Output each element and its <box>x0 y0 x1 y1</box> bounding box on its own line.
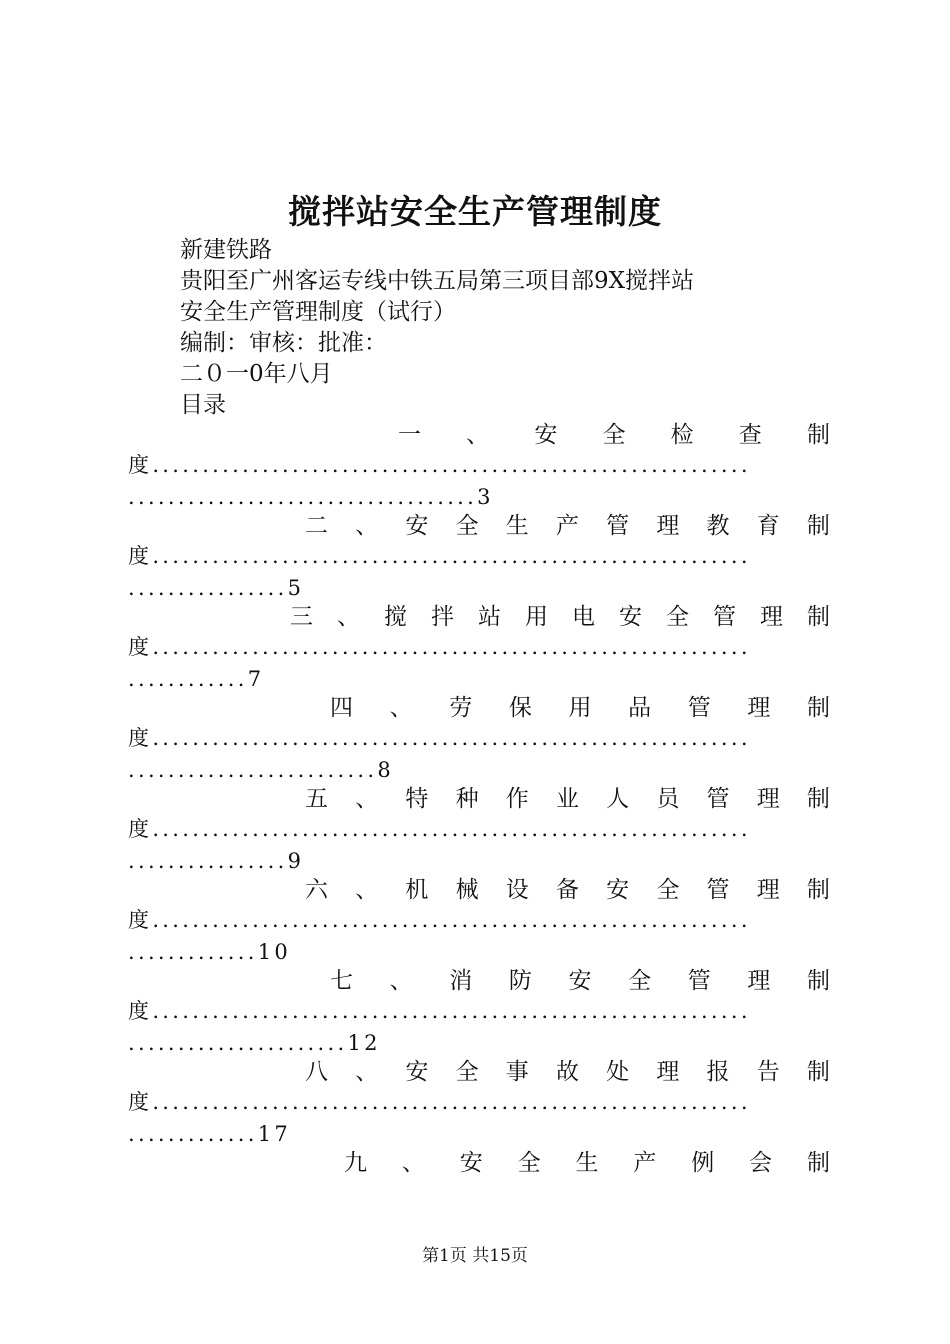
toc-heading-continuation: 度 <box>128 453 153 477</box>
toc-leader-dots: ............................................................ <box>152 908 751 932</box>
toc-heading-char: 安 <box>619 604 642 630</box>
toc-entry[interactable] <box>128 420 830 511</box>
toc-heading-char: 处 <box>606 1059 630 1085</box>
toc-heading-char: 制 <box>806 786 830 812</box>
toc-entry[interactable] <box>128 511 830 602</box>
toc-heading-char: 品 <box>628 695 652 721</box>
toc-heading-char: 制 <box>806 513 830 539</box>
toc-heading-char: 制 <box>807 968 830 994</box>
toc-leader-line <box>128 1028 381 1059</box>
toc-heading-char: 管 <box>713 604 736 630</box>
toc-heading-char: 七 <box>330 968 353 994</box>
toc-heading-char: 产 <box>555 513 579 539</box>
toc-heading-char: 安 <box>405 1059 429 1085</box>
intro-line: 二０一0年八月 <box>180 361 333 387</box>
toc-heading-char: 安 <box>568 968 592 994</box>
toc-leader-dots: ................ <box>128 576 288 600</box>
toc-leader-dots: ............................................................ <box>152 544 751 568</box>
toc-heading-char: 制 <box>807 604 830 630</box>
toc-heading-char: 、 <box>337 604 360 630</box>
intro-line: 贵阳至广州客运专线中铁五局第三项目部9X搅拌站 <box>180 268 695 294</box>
toc-heading-char: 种 <box>455 786 479 812</box>
toc-leader-line <box>128 996 830 1027</box>
toc-heading-char: 生 <box>505 513 529 539</box>
toc-heading-char: 特 <box>405 786 429 812</box>
toc-entry-heading <box>305 511 830 542</box>
toc-leader-line <box>128 937 291 968</box>
toc-heading-char: 、 <box>389 968 413 994</box>
toc-heading-char: 产 <box>633 1150 657 1176</box>
toc-heading-char: 业 <box>555 786 579 812</box>
toc-entry[interactable] <box>128 1148 830 1239</box>
toc-heading-char: 械 <box>455 877 479 903</box>
toc-heading-char: 全 <box>455 513 479 539</box>
toc-entry-heading <box>305 875 830 906</box>
toc-heading-char: 人 <box>606 786 630 812</box>
toc-leader-dots: ............ <box>128 667 248 691</box>
toc-heading-char: 、 <box>355 786 379 812</box>
toc-leader-dots: ............................................................ <box>152 635 751 659</box>
toc-heading-char: 劳 <box>449 695 473 721</box>
toc-heading-char: 管 <box>706 786 730 812</box>
toc-heading-continuation: 度 <box>128 817 153 841</box>
toc-leader-line <box>128 1087 830 1118</box>
toc-heading-char: 制 <box>807 1150 830 1176</box>
toc-heading-char: 育 <box>756 513 780 539</box>
intro-line: 编制：审核：批准： <box>180 330 387 356</box>
toc-heading-continuation: 度 <box>128 999 153 1023</box>
toc-heading-char: 作 <box>505 786 529 812</box>
toc-leader-line <box>128 755 394 786</box>
toc-page-number: 8 <box>377 758 395 782</box>
intro-line: 新建铁路 <box>180 237 272 263</box>
toc-entry-heading <box>290 602 830 633</box>
toc-heading-char: 全 <box>628 968 652 994</box>
toc-heading-char: 、 <box>401 1150 425 1176</box>
toc-page-number: 3 <box>477 485 494 509</box>
toc-page-number: 10 <box>257 940 292 964</box>
toc-heading-char: 安 <box>534 422 558 448</box>
toc-entry[interactable] <box>128 602 830 693</box>
toc-page-number: 17 <box>257 1122 292 1146</box>
toc-leader-line <box>128 450 830 481</box>
toc-heading-char: 全 <box>656 877 680 903</box>
toc-leader-dots: ............. <box>128 940 258 964</box>
toc-heading-char: 安 <box>405 513 429 539</box>
toc-entry-heading <box>305 784 830 815</box>
toc-heading-char: 站 <box>478 604 501 630</box>
toc-heading-char: 二 <box>305 513 328 539</box>
toc-heading-char: 用 <box>568 695 592 721</box>
toc-heading-char: 全 <box>455 1059 479 1085</box>
toc-leader-dots: ...................... <box>128 1031 348 1055</box>
toc-heading-char: 四 <box>330 695 353 721</box>
toc-page-number: 5 <box>287 576 305 600</box>
toc-heading-char: 消 <box>449 968 473 994</box>
toc-heading-char: 、 <box>355 877 379 903</box>
toc-entry-heading <box>398 420 830 451</box>
toc-heading-char: 六 <box>305 877 328 903</box>
toc-leader-dots: ......................... <box>128 758 378 782</box>
toc-heading-char: 电 <box>572 604 595 630</box>
toc-leader-line <box>128 482 494 513</box>
toc-leader-line <box>128 573 304 604</box>
toc-heading-char: 安 <box>606 877 630 903</box>
toc-heading-char: 告 <box>756 1059 780 1085</box>
toc-leader-line <box>128 723 830 754</box>
toc-leader-dots: ................................... <box>128 485 478 509</box>
toc-heading-char: 理 <box>747 968 771 994</box>
toc-entry[interactable] <box>128 693 830 784</box>
toc-heading-char: 全 <box>602 422 626 448</box>
toc-heading-char: 、 <box>466 422 490 448</box>
toc-heading-char: 五 <box>305 786 328 812</box>
toc-entry-heading <box>330 693 830 724</box>
toc-heading-continuation: 度 <box>128 635 153 659</box>
toc-heading-char: 制 <box>806 422 830 448</box>
toc-leader-dots: ............................................................ <box>152 726 751 750</box>
document-title: 搅拌站安全生产管理制度 <box>288 192 662 231</box>
toc-leader-dots: ............................................................ <box>152 999 751 1023</box>
toc-heading-char: 管 <box>606 513 630 539</box>
toc-heading-char: 八 <box>305 1059 328 1085</box>
toc-heading-char: 、 <box>389 695 413 721</box>
toc-heading-char: 教 <box>706 513 730 539</box>
toc-heading-char: 会 <box>749 1150 773 1176</box>
toc-heading-char: 一 <box>398 422 421 448</box>
toc-leader-line <box>128 846 304 877</box>
toc-leader-line <box>128 541 830 572</box>
toc-heading-char: 安 <box>459 1150 483 1176</box>
toc-entry-heading <box>330 966 830 997</box>
toc-heading-char: 备 <box>555 877 579 903</box>
toc-heading-char: 生 <box>575 1150 599 1176</box>
toc-heading-char: 全 <box>666 604 689 630</box>
toc-heading-char: 设 <box>505 877 529 903</box>
toc-heading-char: 理 <box>656 1059 680 1085</box>
toc-entry[interactable] <box>128 784 830 875</box>
toc-entry-heading <box>344 1148 830 1179</box>
toc-entry[interactable] <box>128 1057 830 1148</box>
toc-heading-char: 理 <box>747 695 771 721</box>
toc-heading-continuation: 度 <box>128 544 153 568</box>
toc-heading-char: 管 <box>687 968 711 994</box>
toc-heading-char: 查 <box>738 422 762 448</box>
toc-heading-char: 管 <box>687 695 711 721</box>
toc-heading-continuation: 度 <box>128 908 153 932</box>
toc-heading-char: 三 <box>290 604 313 630</box>
toc-heading-char: 例 <box>691 1150 715 1176</box>
toc-heading-char: 保 <box>508 695 532 721</box>
toc-heading-char: 检 <box>670 422 694 448</box>
toc-heading-char: 用 <box>525 604 548 630</box>
toc-leader-dots: ............................................................ <box>152 817 751 841</box>
toc-heading-char: 员 <box>656 786 680 812</box>
table-of-contents <box>128 420 830 1239</box>
toc-heading-char: 理 <box>656 513 680 539</box>
toc-leader-line <box>128 664 264 695</box>
toc-heading-char: 、 <box>355 513 379 539</box>
toc-heading-char: 拌 <box>431 604 454 630</box>
toc-page-number: 7 <box>247 667 265 691</box>
toc-heading-char: 制 <box>807 695 830 721</box>
toc-leader-line <box>128 905 830 936</box>
toc-leader-dots: ................ <box>128 849 288 873</box>
page-footer: 第1页 共15页 <box>422 1246 528 1266</box>
toc-entry-heading <box>305 1057 830 1088</box>
toc-heading-char: 理 <box>760 604 783 630</box>
toc-heading-char: 搅 <box>384 604 407 630</box>
toc-entry[interactable] <box>128 875 830 966</box>
intro-line: 目录 <box>180 392 226 418</box>
toc-heading-continuation: 度 <box>128 1090 153 1114</box>
toc-heading-char: 管 <box>706 877 730 903</box>
toc-leader-dots: ............. <box>128 1122 258 1146</box>
toc-heading-continuation: 度 <box>128 726 153 750</box>
toc-heading-char: 机 <box>405 877 429 903</box>
toc-heading-char: 理 <box>756 786 780 812</box>
intro-line: 安全生产管理制度（试行） <box>180 299 456 325</box>
toc-heading-char: 报 <box>706 1059 730 1085</box>
toc-page-number: 12 <box>347 1031 381 1055</box>
toc-heading-char: 九 <box>344 1150 367 1176</box>
toc-heading-char: 事 <box>505 1059 529 1085</box>
toc-leader-line <box>128 632 830 663</box>
toc-heading-char: 故 <box>555 1059 579 1085</box>
toc-leader-line <box>128 1119 291 1150</box>
toc-leader-line <box>128 814 830 845</box>
toc-heading-char: 制 <box>806 1059 830 1085</box>
toc-page-number: 9 <box>287 849 305 873</box>
toc-leader-dots: ............................................................ <box>152 453 751 477</box>
toc-leader-dots: ............................................................ <box>152 1090 751 1114</box>
toc-heading-char: 制 <box>806 877 830 903</box>
toc-heading-char: 防 <box>508 968 532 994</box>
intro-block <box>180 235 860 421</box>
toc-entry[interactable] <box>128 966 830 1057</box>
toc-heading-char: 、 <box>355 1059 379 1085</box>
toc-heading-char: 全 <box>517 1150 541 1176</box>
toc-heading-char: 理 <box>756 877 780 903</box>
